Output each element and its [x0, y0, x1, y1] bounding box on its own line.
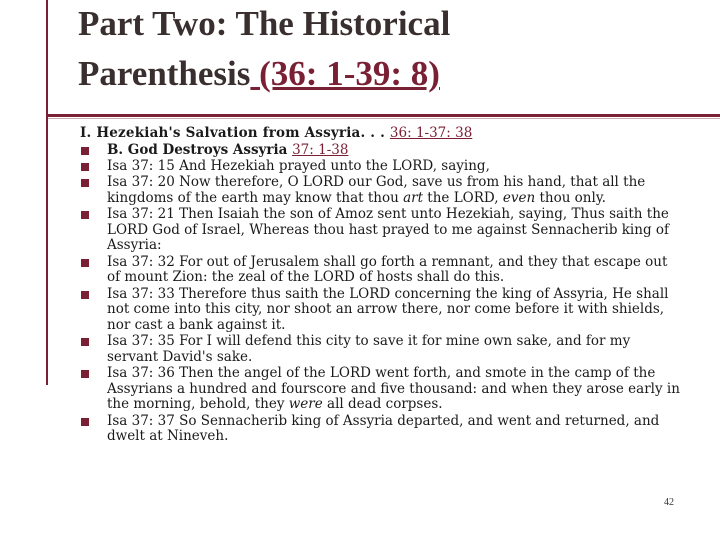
title-divider — [48, 114, 720, 117]
page-number: 42 — [664, 497, 674, 508]
verse-text: thou only. — [535, 189, 606, 206]
list-item — [80, 334, 680, 365]
list-item — [80, 207, 680, 254]
section-heading — [80, 126, 680, 142]
square-bullet-icon — [81, 163, 89, 171]
verse-text: Isa 37: 37 So Sennacherib king of Assyria departed, and went and returned, and dwelt at Nineveh. — [107, 412, 660, 445]
list-item — [80, 366, 680, 413]
list-item — [80, 287, 680, 334]
verse-text: Isa 37: 36 Then the angel of the LORD went forth, and smote in the camp of the Assyrians a hundred and fourscore and five thousand: and when they arose early in the morning, behold, they — [107, 365, 680, 413]
list-item — [80, 159, 680, 175]
square-bullet-icon — [81, 418, 89, 426]
bullet-list — [80, 143, 680, 445]
verse-text: all dead corpses. — [322, 396, 443, 413]
verse-text: Isa 37: 33 Therefore thus saith the LORD concerning the king of Assyria, He shall not come into this city, nor shoot an arrow there, nor come before it with shields, nor cast a bank against it. — [107, 285, 669, 333]
list-item — [80, 414, 680, 445]
slide-title-line-1: Part Two: The Historical — [78, 4, 451, 43]
bullet-label: B. God Destroys Assyria — [107, 141, 293, 158]
slide-title-line-2 — [78, 56, 440, 91]
list-item — [80, 255, 680, 286]
verse-italic: art — [403, 189, 424, 206]
verse-text: Isa 37: 21 Then Isaiah the son of Amoz sent unto Hezekiah, saying, Thus saith the LORD God of Israel, Whereas thou hast prayed to me against Sennacherib king of Assyria: — [107, 206, 670, 254]
square-bullet-icon — [81, 147, 89, 155]
list-item — [80, 175, 680, 206]
left-accent-bar — [46, 0, 48, 385]
square-bullet-icon — [81, 211, 89, 219]
section-heading-ref[interactable]: 36: 1-37: 38 — [389, 125, 473, 141]
verse-text: Isa 37: 32 For out of Jerusalem shall go forth a remnant, and they that escape out of mount Zion: the zeal of the LORD of hosts shall do this. — [107, 253, 668, 286]
verse-text: Isa 37: 20 Now therefore, O LORD our God, save us from his hand, that all the kingdoms of the earth may know that thou — [107, 174, 646, 206]
square-bullet-icon — [81, 291, 89, 299]
square-bullet-icon — [81, 370, 89, 378]
title-reference: (36: 1-39: 8) — [250, 54, 440, 93]
square-bullet-icon — [81, 259, 89, 267]
title-divider-shadow — [48, 118, 720, 119]
square-bullet-icon — [81, 179, 89, 187]
square-bullet-icon — [81, 338, 89, 346]
verse-text: Isa 37: 35 For I will defend this city to save it for mine own sake, and for my servant David's sake. — [107, 333, 631, 365]
slide-body — [80, 126, 680, 446]
verse-italic: were — [288, 396, 323, 413]
verse-text: Isa 37: 15 And Hezekiah prayed unto the LORD, saying, — [107, 157, 490, 174]
verse-text: the LORD, — [423, 189, 503, 206]
list-item — [80, 143, 680, 159]
verse-italic: even — [502, 189, 536, 206]
title-main: Parenthesis — [78, 54, 251, 93]
section-heading-text: I. Hezekiah's Salvation from Assyria. . . — [80, 125, 390, 141]
bullet-ref-link[interactable]: 37: 1-38 — [292, 141, 349, 158]
